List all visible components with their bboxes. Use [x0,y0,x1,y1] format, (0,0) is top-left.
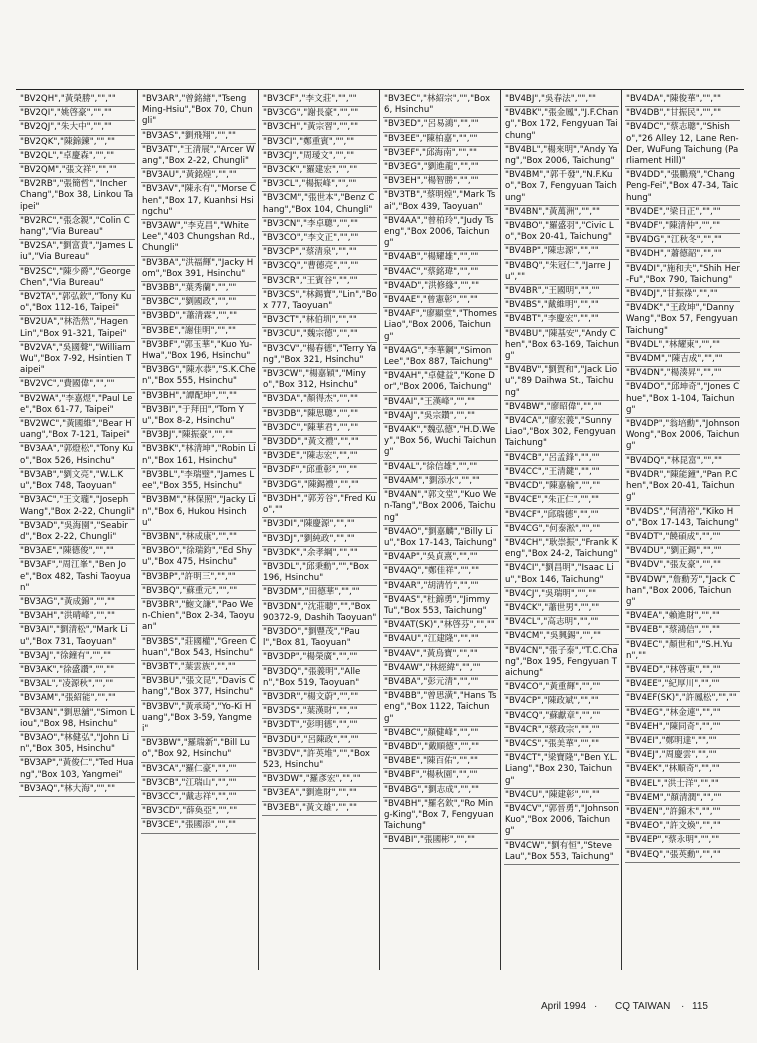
directory-entry: "BV4BL","楊來明","Andy Yang","Box 2006, Taichung" [504,144,619,169]
directory-entry: "BV3DH","郭芳谷","Fred Kuo","" [262,493,377,518]
directory-entry: "BV3EH","楊智勝","","" [383,175,498,189]
directory-entry: "BV3DL","邱秉勳","","Box 196, Hsinchu" [262,561,377,586]
directory-entry: "BV2TA","郭弘欽","Tony Kuo","Box 112-16, Taipei" [19,291,135,316]
directory-entry: "BV3BH","譚配坤","","" [141,390,256,404]
directory-entry: "BV4DG","江秋冬","","" [625,234,740,248]
directory-entry: "BV4EP","蔡永明","","" [625,834,740,848]
directory-entry: "BV4BP","陳忠源","","" [504,245,619,259]
directory-entry: "BV4BB","曾思潢","Hans Tseng","Box 1122, Taichung" [383,690,498,727]
directory-entry: "BV4DN","楊湊昇","","" [625,367,740,381]
directory-entry: "BV3AL","凌源秋","","" [19,678,135,692]
directory-entry: "BV3CV","楊舂德","Terry Yang","Box 321, Hsinchu" [262,343,377,368]
directory-entry: "BV4AT(SK)","林啓芬","","" [383,619,498,633]
directory-entry: "BV3BG","陳水恭","S.K.Chen","Box 555, Hsinchu" [141,364,256,389]
directory-entry: "BV3AB","劉文亮","W.L.Ku","Box 748, Taoyuan" [19,469,135,494]
directory-entry: "BV4DV","張友豪","","" [625,559,740,573]
directory-entry: "BV4AM","劉添水","","" [383,475,498,489]
footer-separator: · [594,1001,598,1012]
directory-entry: "BV4AD","洪修緣","","" [383,280,498,294]
directory-entry: "BV3BD","蕭清霖","","" [141,310,256,324]
directory-entry: "BV3BO","徐瑞鈞","Ed Shyu","Box 475, Hsinchu" [141,545,256,570]
directory-entry: "BV3CU","魏宗德","","" [262,328,377,342]
directory-entry: "BV3DW","羅彥宏","","" [262,773,377,787]
directory-entry: "BV4DT","饒碩成","","" [625,531,740,545]
directory-entry: "BV3CF","李文莊","","" [262,93,377,107]
directory-entry: "BV3AM","張紹能","","" [19,692,135,706]
directory-entry: "BV4BR","王國明","","" [504,285,619,299]
directory-entry: "BV3DP","楊榮廣","","" [262,651,377,665]
directory-entry: "BV4BH","羅名欽","Ro Ming-King","Box 7, Fengyuan Taichung" [383,798,498,835]
directory-entry: "BV3EA","劉進財","","" [262,787,377,801]
directory-entry: "BV4CB","呂孟鋒","","" [504,452,619,466]
directory-entry: "BV2RB","張簡哲","Incher Chang","Box 38, Linkou Taipei" [19,178,135,215]
directory-entry: "BV4CF","邱瑞德","","" [504,509,619,523]
directory-entry: "BV3BV","黃承琦","Yo-Ki Huang","Box 3-59, Yangmei" [141,701,256,738]
directory-entry: "BV4DO","邱坤奇","Jones Chue","Box 1-104, Taichung" [625,381,740,418]
directory-entry: "BV4BM","郭千發","N.F.Kuo","Box 7, Fengyuan Taichung" [504,169,619,206]
directory-entry: "BV3CT","林伯圳","","" [262,314,377,328]
directory-entry: "BV3DV","許英堆","","Box 523, Hsinchu" [262,748,377,773]
directory-entry: "BV4CN","張子泰","T.C.Chang","Box 195, Fengyuan Taichung" [504,645,619,682]
directory-entry: "BV4DF","陳清仲","","" [625,220,740,234]
directory-entry: "BV3CM","張世本","Benz Chang","Box 104, Chungli" [262,192,377,217]
directory-entry: "BV4EN","許錦木","","" [625,806,740,820]
directory-entry: "BV4AW","林經緯","","" [383,662,498,676]
directory-entry: "BV3BP","許明三","","" [141,571,256,585]
directory-entry: "BV2WC","黃國維","Bear Huang","Box 7-121, Taipei" [19,418,135,443]
directory-entry: "BV4BF","楊秋園","","" [383,769,498,783]
directory-entry: "BV4BT","李慶宏","","" [504,313,619,327]
directory-entry: "BV3ED","呂易鴻","","" [383,118,498,132]
directory-entry: "BV4EE","紀厚川","","" [625,678,740,692]
directory-entry: "BV3CJ","周璦文","","" [262,150,377,164]
directory-entry: "BV3DM","田德華","","" [262,586,377,600]
directory-entry: "BV4AN","郭文堂","Kuo Wen-Tang","Box 2006, Taichung" [383,489,498,526]
directory-entry: "BV3BE","謝佳明","","" [141,325,256,339]
directory-entry: "BV4CK","蕭世男","","" [504,602,619,616]
directory-entry: "BV3BM","林保照","Jacky Lin","Box 6, Hukou Hsinchu" [141,494,256,531]
directory-entry: "BV4BG","劉志成","","" [383,784,498,798]
directory-entry: "BV4BD","戴順德","","" [383,741,498,755]
directory-entry: "BV3DI","陳慶源","","" [262,518,377,532]
directory-entry: "BV4BO","羅盛羽","Civic Lo","Box 20-41, Taichung" [504,220,619,245]
directory-entry: "BV3AV","陳永有","Morse Chen","Box 17, Kuanhsi Hsingchu" [141,183,256,220]
directory-entry: "BV3DK","余孝綱","","" [262,547,377,561]
directory-entry: "BV4AV","黃烏寶","","" [383,648,498,662]
directory-entry: "BV3DJ","劉純政","","" [262,533,377,547]
directory-entry: "BV3DB","陳思聰","","" [262,408,377,422]
directory-entry: "BV4EM","顏清潤","","" [625,792,740,806]
directory-entry: "BV3CO","李文正","","" [262,232,377,246]
directory-entry: "BV4BC","顏健峰","","" [383,727,498,741]
directory-entry: "BV4DJ","甘振祿","","" [625,288,740,302]
directory-entry: "BV3DU","呂陳政","","" [262,734,377,748]
directory-entry: "BV3EE","陳柏嘉","","" [383,133,498,147]
directory-entry: "BV4EH","陳同奇","","" [625,721,740,735]
directory-entry: "BV2QK","陳錦鍊","","" [19,136,135,150]
directory-entry: "BV3EG","劉進龍","","" [383,161,498,175]
directory-entry: "BV4BA","彭元清","","" [383,676,498,690]
directory-entry: "BV3EF","邱海南","","" [383,147,498,161]
directory-entry: "BV3BI","于拜田","Tom Yu","Box 8-2, Hsinchu" [141,404,256,429]
directory-entry: "BV4CI","劉昌明","Isaac Liu","Box 146, Taichung" [504,562,619,587]
directory-entry: "BV4EF(SK)","許鳳松","","" [625,692,740,706]
directory-entry: "BV4DQ","林昆富","","" [625,455,740,469]
directory-entry: "BV4CS","張美華","","" [504,738,619,752]
directory-entry: "BV3DR","楊文蔚","","" [262,691,377,705]
directory-entry: "BV3CC","戴志祥","","" [141,791,256,805]
directory-column-1 [16,90,137,970]
directory-entry: "BV4AU","江建隆","","" [383,633,498,647]
directory-entry: "BV3CR","王賓谷","","" [262,275,377,289]
directory-entry: "BV3CI","鄭重賓","","" [262,136,377,150]
directory-entry: "BV3AO","林健弘","John Lin","Box 305, Hsinchu" [19,732,135,757]
directory-entry: "BV3DC","陳華君","","" [262,422,377,436]
directory-entry: "BV3CQ","曹德亮","","" [262,260,377,274]
directory-entry: "BV3DA","顏得杰","","" [262,393,377,407]
directory-entry: "BV4DH","蕭德韶","","" [625,248,740,262]
directory-entry: "BV3BS","莊國權","Green Chuan","Box 543, Hsinchu" [141,636,256,661]
directory-entry: "BV4BU","陳基安","Andy Chen","Box 63-169, Taichung" [504,328,619,365]
directory-entry: "BV4CR","蔡政宗","","" [504,724,619,738]
directory-entry: "BV4DE","梁日正","","" [625,206,740,220]
directory-entry: "BV4ED","林啓東","","" [625,664,740,678]
directory-entry: "BV2QJ","朱大中","","" [19,121,135,135]
directory-entry: "BV4CL","高志明","","" [504,616,619,630]
directory-entry: "BV4AL","徐信雄","","" [383,461,498,475]
directory-entry: "BV3CG","謝長豪","","" [262,107,377,121]
directory-entry: "BV3CN","李卓聰","","" [262,218,377,232]
directory-entry: "BV4AE","曾憲彰","","" [383,294,498,308]
directory-entry: "BV3DO","劉豐茂","Paul","Box 81, Taoyuan" [262,626,377,651]
directory-entry: "BV3AH","洪晴峰","","" [19,610,135,624]
directory-entry: "BV2RC","張念親","Colin Chang","Via Bureau" [19,215,135,240]
directory-entry: "BV3BK","林清坤","Robin Lin","Box 161, Hsinchu" [141,443,256,468]
directory-entry: "BV4AQ","鄭佳祥","","" [383,565,498,579]
directory-entry: "BV4AO","劉嘉麟","Billy Liu","Box 17-143, Taichung" [383,526,498,551]
directory-entry: "BV3AR","曾銘緒","Tseng Ming-Hsiu","Box 70, Chungli" [141,93,256,130]
directory-entry: "BV3CH","黃宗習","","" [262,121,377,135]
page-footer [0,1001,757,1017]
directory-entry: "BV3DE","陳志宏","","" [262,450,377,464]
directory-entry: "BV4CC","王清鍵","","" [504,466,619,480]
directory-entry: "BV3AS","劉飛翔","","" [141,130,256,144]
directory-entry: "BV4DS","何清裕","Kiko Ho","Box 17-143, Taichung" [625,506,740,531]
magazine-title: CQ TAIWAN [615,1001,671,1012]
directory-entry: "BV3TB","蔡明煌","Mark Tsai","Box 439, Taoyuan" [383,189,498,214]
directory-entry: "BV2SC","陳少爵","George Chen","Via Bureau" [19,266,135,291]
directory-entry: "BV3EC","林紹宗","","Box 6, Hsinchu" [383,93,498,118]
directory-entry: "BV4BJ","吳春法","","" [504,93,619,107]
directory-entry: "BV4CU","陳建彰","","" [504,789,619,803]
directory-entry: "BV3BT","葉雲族","","" [141,661,256,675]
directory-entry: "BV3BQ","蘇重元","","" [141,585,256,599]
directory-column-6 [621,90,742,970]
directory-entry: "BV3DG","陳錫禮","","" [262,479,377,493]
directory-entry: "BV3BF","郭玉華","Kuo Yu-Hwa","Box 196, Hsinchu" [141,339,256,364]
directory-entry: "BV4DD","張鵬飛","Chang Peng-Fei","Box 47-34, Taichung" [625,169,740,206]
directory-entry: "BV4DW","詹勳芳","Jack Chan","Box 2006, Taichung" [625,574,740,611]
directory-entry: "BV4AF","廖顯堂","Thomes Liao","Box 2006, Taichung" [383,308,498,345]
directory-entry: "BV3DQ","張義明","Allen","Box 519, Taoyuan" [262,666,377,691]
directory-entry: "BV3AQ","林大海","","" [19,783,135,797]
directory-entry: "BV4CH","耿崇振","Frank Keng","Box 24-2, Taichung" [504,537,619,562]
directory-entry: "BV3AA","郭燈松","Tony Kuo","Box 526, Hsinchu" [19,443,135,468]
directory-entry: "BV3BJ","陳振豪","","" [141,429,256,443]
directory-entry: "BV4EC","顏世和","S.H.Yun","" [625,639,740,664]
directory-entry: "BV3CL","楊振峰","","" [262,178,377,192]
directory-column-5 [500,90,621,970]
directory-entry: "BV3AI","劉清松","Mark Liu","Box 731, Taoyuan" [19,624,135,649]
directory-entry: "BV4AJ","吳宗鑽","","" [383,410,498,424]
directory-entry: "BV4EI","鄭明達","","" [625,735,740,749]
directory-entry: "BV2VC","費國偉","","" [19,378,135,392]
directory-entry: "BV3AU","黃銘煌","","" [141,169,256,183]
directory-entry: "BV2QM","張文祥","","" [19,164,135,178]
directory-entry: "BV3CW","楊嘉穎","Minyo","Box 312, Hsinchu" [262,368,377,393]
directory-entry: "BV4CO","黃重輝","","" [504,681,619,695]
directory-entry: "BV4DK","王政坤","Danny Wang","Box 57, Fengyuan Taichung" [625,302,740,339]
directory-entry: "BV4AG","李華鋼","Simon Lee","Box 887, Taichung" [383,345,498,370]
directory-entry: "BV3AW","李克昌","White Lee","403 Chungshan Rd., Chungli" [141,220,256,257]
directory-entry: "BV4AB","楊耀雄","","" [383,251,498,265]
directory-entry: "BV4DC","蔡志聰","Shisho","26 Alley 12, Lane Ren-Der, WuFung Taichung (Parliament Hill)" [625,121,740,169]
directory-entry: "BV3AT","王清展","Arcer Wang","Box 2-22, Chungli" [141,144,256,169]
directory-entry: "BV4AK","魏弘德","H.D.Wey","Box 56, Wuchi Taichung" [383,424,498,461]
issue-date: April 1994 [541,1001,587,1012]
directory-entry: "BV3AK","徐盛讚","","" [19,664,135,678]
directory-entry: "BV4AI","王漢峰","","" [383,396,498,410]
directory-entry: "BV2VA","吳國聲","William Wu","Box 7-92, Hsintien Taipei" [19,342,135,379]
directory-entry: "BV4DU","劉正錫","","" [625,545,740,559]
directory-entry: "BV3CE","張國添","","" [141,819,256,833]
directory-entry: "BV4BK","張金鳳","J.F.Chang","Box 172, Fengyuan Taichung" [504,107,619,144]
directory-entry: "BV4BS","戴維明","","" [504,299,619,313]
directory-entry: "BV4EK","林順奇","","" [625,763,740,777]
directory-entry: "BV3CA","羅仁豪","","" [141,763,256,777]
directory-entry: "BV3CB","江瑞山","","" [141,777,256,791]
directory-entry: "BV3BU","張文昆","Davis Chang","Box 377, Hsinchu" [141,675,256,700]
directory-entry: "BV4CJ","吳瑞明","","" [504,588,619,602]
directory-entry: "BV3CD","薛奐亞","","" [141,805,256,819]
directory-entry: "BV4EB","蔡鴻信","","" [625,624,740,638]
directory-entry: "BV4CE","朱正仁","","" [504,494,619,508]
directory-entry: "BV4BV","劉賀和","Jack Liou","89 Daihwa St., Taichung" [504,364,619,401]
directory-entry: "BV3BC","劉國政","","" [141,296,256,310]
directory-entry: "BV2QL","卓慶森","","" [19,150,135,164]
directory-entry: "BV3AD","吳海園","Seabird","Box 2-22, Chungli" [19,520,135,545]
directory-entry: "BV3AF","周江峯","Ben Joe","Box 482, Tashi Taoyuan" [19,559,135,596]
directory-entry: "BV3EB","黃文雄","","" [262,802,377,816]
directory-entry: "BV3BN","林成康","","" [141,531,256,545]
directory-entry: "BV4DI","施和夫","Shih Her-Fu","Box 790, Taichung" [625,263,740,288]
page-number: 115 [692,1001,708,1012]
directory-entry: "BV4DM","陳吉成","","" [625,353,740,367]
directory-entry: "BV3DN","沈莊聰","","Box 90372-9, Dashih Taoyuan" [262,601,377,626]
directory-entry: "BV3CK","羅建宏","","" [262,164,377,178]
directory-entry: "BV4CD","陳嘉榆","","" [504,480,619,494]
directory-entry: "BV3BW","羅瑞新","Bill Luo","Box 92, Hsinchu" [141,737,256,762]
directory-entry: "BV4DB","甘振民","","" [625,107,740,121]
directory-entry: "BV4CP","陳政斌","","" [504,695,619,709]
directory-column-3 [258,90,379,970]
directory-entry: "BV2UA","林浩然","Hagen Lin","Box 91-321, Taipei" [19,316,135,341]
directory-entry: "BV4EJ","周慶雲","","" [625,749,740,763]
directory-entry: "BV4CW","劉有恒","Steve Lau","Box 553, Taichung" [504,840,619,865]
directory-entry: "BV4AS","杜錦勇","Jimmy Tu","Box 553, Taichung" [383,594,498,619]
directory-entry: "BV4BN","黃萬洲","","" [504,206,619,220]
directory-entry: "BV4AR","胡清竹","","" [383,580,498,594]
directory-entry: "BV3AG","黃成錦","","" [19,596,135,610]
directory-entry: "BV4CQ","蘇獻章","","" [504,710,619,724]
directory-entry: "BV4EO","許文煥","","" [625,820,740,834]
directory-entry: "BV3DT","彭明德","","" [262,719,377,733]
directory-entry: "BV4AH","卓健益","Kone Dor","Box 2006, Taichung" [383,370,498,395]
directory-entry: "BV4EL","洪士洋","","" [625,778,740,792]
directory-entry: "BV3AP","黃俊仁","Ted Huang","Box 103, Yangmei" [19,757,135,782]
directory-entry: "BV4BW","廖昭偉","","" [504,401,619,415]
directory-entry: "BV3CS","林錫寶","Lin","Box 777, Taoyuan" [262,289,377,314]
directory-entry: "BV3AC","王文瓏","Joseph Wang","Box 2-22, Chungli" [19,494,135,519]
directory-entry: "BV2SA","劉富貴","James Liu","Via Bureau" [19,240,135,265]
directory-entry: "BV3BA","洪福輝","Jacky Hom","Box 391, Hsinchu" [141,257,256,282]
directory-entry: "BV3BR","鮑文謙","Pao Wen-Chien","Box 2-34, Taoyuan" [141,599,256,636]
directory-entry: "BV4AA","曾柏玲","Judy Tseng","Box 2006, Taichung" [383,215,498,252]
directory-entry: "BV4DR","陳能鐘","Pan P.Chen","Box 20-41, Taichung" [625,469,740,506]
directory-entry: "BV4BE","陳百佑","","" [383,755,498,769]
directory-column-4 [379,90,500,970]
directory-entry: "BV3AJ","徐鐘有","","" [19,650,135,664]
directory-entry: "BV4AP","吳貞熹","","" [383,551,498,565]
directory-entry: "BV3DD","黃文禮","","" [262,436,377,450]
directory-entry: "BV3DS","葉漢財","","" [262,705,377,719]
directory-entry: "BV3BL","李瑞璧","James Lee","Box 355, Hsinchu" [141,469,256,494]
directory-entry: "BV4CA","廖宏義","Sunny Liao","Box 302, Fengyuan Taichung" [504,415,619,452]
directory-entry: "BV4EQ","張英勳","","" [625,849,740,863]
directory-entry: "BV4DL","林耀東","","" [625,339,740,353]
directory-entry: "BV4CG","何泰淞","","" [504,523,619,537]
directory-entry: "BV4BI","張國彬","","" [383,834,498,848]
directory-entry: "BV3AN","劉思舖","Simon Liou","Box 98, Hsinchu" [19,707,135,732]
directory-entry: "BV4CV","郭晉勇","Johnson Kuo","Box 2006, Taichung" [504,803,619,840]
directory-entry: "BV3BB","葉秀蘭","","" [141,282,256,296]
directory-entry: "BV4AC","蔡銘瑋","","" [383,266,498,280]
directory-entry: "BV3CP","蔡清泉","","" [262,246,377,260]
directory-entry: "BV3DF","邱重彰","","" [262,464,377,478]
directory-entry: "BV2QH","黃榮勝","","" [19,93,135,107]
directory-entry: "BV4BQ","朱冠仁","Jarre Ju","" [504,260,619,285]
callsign-directory [16,89,744,970]
directory-entry: "BV2QI","姚啓豪","","" [19,107,135,121]
directory-entry: "BV4DP","翁培勳","Johnson Wong","Box 2006, Taichung" [625,418,740,455]
directory-entry: "BV3AE","陳德俊","","" [19,545,135,559]
directory-entry: "BV2WA","李嘉煜","Paul Lee","Box 61-77, Taipei" [19,393,135,418]
directory-entry: "BV4CT","梁寶隆","Ben Y.L.Liang","Box 230, Taichung" [504,752,619,789]
directory-entry: "BV4EG","林金連","","" [625,707,740,721]
footer-separator: · [681,1001,685,1012]
directory-entry: "BV4CM","吳興錫","","" [504,630,619,644]
directory-column-2 [137,90,258,970]
directory-entry: "BV4DA","陳俊華","","" [625,93,740,107]
directory-entry: "BV4EA","賴進財","","" [625,610,740,624]
